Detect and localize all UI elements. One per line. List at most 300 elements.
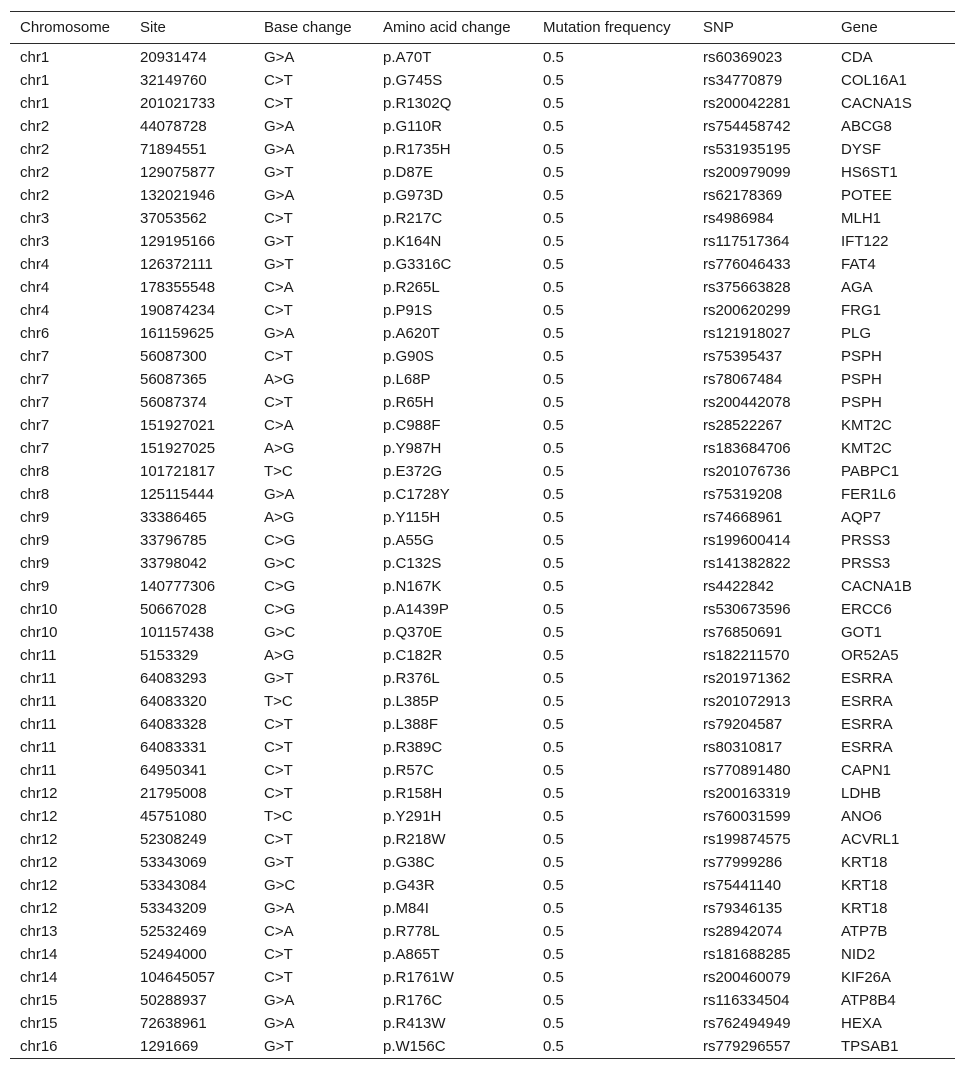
- base-change-cell: C>T: [264, 946, 293, 963]
- gene-cell: OR52A5: [841, 647, 899, 664]
- base-change-cell: G>A: [264, 49, 295, 66]
- chromosome-cell: chr9: [20, 532, 50, 549]
- chromosome-cell: chr9: [20, 555, 50, 572]
- amino-acid-change-cell: p.G745S: [383, 72, 443, 89]
- base-change-cell: G>C: [264, 624, 296, 641]
- amino-acid-change-cell: p.R1735H: [383, 141, 451, 158]
- gene-cell: NID2: [841, 946, 876, 963]
- mutation-frequency-cell: 0.5: [543, 578, 564, 595]
- amino-acid-change-cell: p.Q370E: [383, 624, 443, 641]
- base-change-cell: C>A: [264, 923, 294, 940]
- base-change-cell: C>G: [264, 532, 296, 549]
- chromosome-cell: chr2: [20, 187, 50, 204]
- base-change-cell: A>G: [264, 509, 295, 526]
- gene-cell: PRSS3: [841, 532, 891, 549]
- amino-acid-change-cell: p.A865T: [383, 946, 440, 963]
- base-change-cell: T>C: [264, 463, 293, 480]
- amino-acid-change-cell: p.C1728Y: [383, 486, 450, 503]
- base-change-cell: A>G: [264, 371, 295, 388]
- amino-acid-change-cell: p.C988F: [383, 417, 441, 434]
- amino-acid-change-cell: p.W156C: [383, 1038, 446, 1055]
- table-row: [10, 207, 955, 230]
- table-row: [10, 598, 955, 621]
- amino-acid-change-cell: p.R65H: [383, 394, 434, 411]
- gene-cell: KRT18: [841, 900, 888, 917]
- header-snp: SNP: [703, 19, 734, 36]
- chromosome-cell: chr1: [20, 72, 50, 89]
- gene-cell: HS6ST1: [841, 164, 898, 181]
- amino-acid-change-cell: p.G3316C: [383, 256, 452, 273]
- mutation-frequency-cell: 0.5: [543, 693, 564, 710]
- site-cell: 178355548: [140, 279, 216, 296]
- snp-cell: rs754458742: [703, 118, 791, 135]
- table-row: [10, 897, 955, 920]
- site-cell: 101721817: [140, 463, 216, 480]
- site-cell: 201021733: [140, 95, 216, 112]
- snp-cell: rs4986984: [703, 210, 774, 227]
- table-row: [10, 736, 955, 759]
- table-row: [10, 851, 955, 874]
- site-cell: 56087300: [140, 348, 207, 365]
- snp-cell: rs200620299: [703, 302, 791, 319]
- gene-cell: LDHB: [841, 785, 882, 802]
- amino-acid-change-cell: p.N167K: [383, 578, 442, 595]
- chromosome-cell: chr7: [20, 371, 50, 388]
- snp-cell: rs28522267: [703, 417, 783, 434]
- base-change-cell: C>T: [264, 739, 293, 756]
- base-change-cell: C>T: [264, 785, 293, 802]
- amino-acid-change-cell: p.K164N: [383, 233, 442, 250]
- amino-acid-change-cell: p.A620T: [383, 325, 440, 342]
- table-row: [10, 667, 955, 690]
- chromosome-cell: chr15: [20, 1015, 58, 1032]
- chromosome-cell: chr10: [20, 624, 58, 641]
- mutation-frequency-cell: 0.5: [543, 808, 564, 825]
- site-cell: 129075877: [140, 164, 216, 181]
- table-row: [10, 368, 955, 391]
- gene-cell: AGA: [841, 279, 873, 296]
- table-row: [10, 69, 955, 92]
- gene-cell: POTEE: [841, 187, 892, 204]
- chromosome-cell: chr11: [20, 693, 57, 710]
- table-row: [10, 483, 955, 506]
- site-cell: 132021946: [140, 187, 216, 204]
- chromosome-cell: chr8: [20, 463, 50, 480]
- chromosome-cell: chr11: [20, 739, 57, 756]
- base-change-cell: C>T: [264, 210, 293, 227]
- base-change-cell: G>T: [264, 1038, 294, 1055]
- mutation-frequency-cell: 0.5: [543, 739, 564, 756]
- gene-cell: CDA: [841, 49, 873, 66]
- gene-cell: CACNA1S: [841, 95, 912, 112]
- chromosome-cell: chr7: [20, 348, 50, 365]
- site-cell: 56087374: [140, 394, 207, 411]
- table-body: [10, 44, 955, 1059]
- site-cell: 64950341: [140, 762, 207, 779]
- base-change-cell: T>C: [264, 808, 293, 825]
- chromosome-cell: chr4: [20, 279, 50, 296]
- base-change-cell: C>T: [264, 72, 293, 89]
- site-cell: 33798042: [140, 555, 207, 572]
- mutation-frequency-cell: 0.5: [543, 509, 564, 526]
- snp-cell: rs75441140: [703, 877, 782, 894]
- gene-cell: ESRRA: [841, 716, 893, 733]
- amino-acid-change-cell: p.P91S: [383, 302, 433, 319]
- table-row: [10, 552, 955, 575]
- table-row: [10, 690, 955, 713]
- snp-cell: rs80310817: [703, 739, 783, 756]
- table-row: [10, 506, 955, 529]
- site-cell: 101157438: [140, 624, 214, 641]
- mutation-frequency-cell: 0.5: [543, 141, 564, 158]
- amino-acid-change-cell: p.R778L: [383, 923, 440, 940]
- site-cell: 32149760: [140, 72, 207, 89]
- table-row: [10, 414, 955, 437]
- chromosome-cell: chr3: [20, 233, 50, 250]
- site-cell: 52494000: [140, 946, 207, 963]
- gene-cell: KRT18: [841, 877, 888, 894]
- base-change-cell: G>T: [264, 670, 294, 687]
- table-row: [10, 92, 955, 115]
- amino-acid-change-cell: p.G110R: [383, 118, 442, 135]
- base-change-cell: C>T: [264, 348, 293, 365]
- chromosome-cell: chr12: [20, 854, 58, 871]
- site-cell: 129195166: [140, 233, 216, 250]
- chromosome-cell: chr1: [20, 49, 50, 66]
- snp-cell: rs117517364: [703, 233, 790, 250]
- header-site: Site: [140, 19, 166, 36]
- base-change-cell: A>G: [264, 647, 295, 664]
- chromosome-cell: chr10: [20, 601, 58, 618]
- gene-cell: ATP8B4: [841, 992, 896, 1009]
- snp-cell: rs28942074: [703, 923, 783, 940]
- chromosome-cell: chr7: [20, 417, 50, 434]
- site-cell: 126372111: [140, 256, 213, 273]
- snp-cell: rs79204587: [703, 716, 783, 733]
- snp-cell: rs200442078: [703, 394, 791, 411]
- site-cell: 64083331: [140, 739, 207, 756]
- base-change-cell: G>A: [264, 1015, 295, 1032]
- mutation-frequency-cell: 0.5: [543, 325, 564, 342]
- mutation-frequency-cell: 0.5: [543, 831, 564, 848]
- chromosome-cell: chr3: [20, 210, 50, 227]
- amino-acid-change-cell: p.C182R: [383, 647, 443, 664]
- base-change-cell: G>C: [264, 555, 296, 572]
- site-cell: 33386465: [140, 509, 207, 526]
- chromosome-cell: chr12: [20, 900, 58, 917]
- base-change-cell: G>T: [264, 164, 294, 181]
- snp-cell: rs201076736: [703, 463, 791, 480]
- header-row: [10, 12, 955, 44]
- gene-cell: KMT2C: [841, 417, 892, 434]
- gene-cell: FER1L6: [841, 486, 897, 503]
- mutation-frequency-cell: 0.5: [543, 417, 564, 434]
- site-cell: 37053562: [140, 210, 207, 227]
- chromosome-cell: chr11: [20, 762, 57, 779]
- amino-acid-change-cell: p.R217C: [383, 210, 443, 227]
- table-row: [10, 575, 955, 598]
- site-cell: 72638961: [140, 1015, 207, 1032]
- gene-cell: FAT4: [841, 256, 876, 273]
- snp-cell: rs75395437: [703, 348, 783, 365]
- snp-cell: rs779296557: [703, 1038, 791, 1055]
- base-change-cell: G>T: [264, 854, 294, 871]
- table-row: [10, 322, 955, 345]
- table-row: [10, 184, 955, 207]
- table-row: [10, 529, 955, 552]
- chromosome-cell: chr11: [20, 716, 57, 733]
- chromosome-cell: chr15: [20, 992, 58, 1009]
- amino-acid-change-cell: p.A55G: [383, 532, 434, 549]
- base-change-cell: C>T: [264, 394, 293, 411]
- mutation-frequency-cell: 0.5: [543, 72, 564, 89]
- amino-acid-change-cell: p.L388F: [383, 716, 439, 733]
- mutation-frequency-cell: 0.5: [543, 463, 564, 480]
- table-row: [10, 920, 955, 943]
- base-change-cell: G>C: [264, 877, 296, 894]
- site-cell: 20931474: [140, 49, 207, 66]
- mutation-frequency-cell: 0.5: [543, 279, 564, 296]
- amino-acid-change-cell: p.C132S: [383, 555, 442, 572]
- site-cell: 161159625: [140, 325, 214, 342]
- gene-cell: PSPH: [841, 394, 882, 411]
- chromosome-cell: chr13: [20, 923, 58, 940]
- snp-cell: rs201971362: [703, 670, 791, 687]
- site-cell: 151927021: [140, 417, 216, 434]
- site-cell: 64083328: [140, 716, 207, 733]
- mutation-frequency-cell: 0.5: [543, 1015, 564, 1032]
- chromosome-cell: chr7: [20, 440, 50, 457]
- table-row: [10, 345, 955, 368]
- amino-acid-change-cell: p.R389C: [383, 739, 443, 756]
- mutation-frequency-cell: 0.5: [543, 785, 564, 802]
- gene-cell: IFT122: [841, 233, 889, 250]
- amino-acid-change-cell: p.G973D: [383, 187, 444, 204]
- base-change-cell: G>T: [264, 256, 294, 273]
- snp-cell: rs375663828: [703, 279, 791, 296]
- site-cell: 52308249: [140, 831, 207, 848]
- mutation-frequency-cell: 0.5: [543, 371, 564, 388]
- table-row: [10, 460, 955, 483]
- site-cell: 64083320: [140, 693, 207, 710]
- base-change-cell: C>G: [264, 578, 296, 595]
- chromosome-cell: chr12: [20, 808, 58, 825]
- chromosome-cell: chr8: [20, 486, 50, 503]
- chromosome-cell: chr16: [20, 1038, 58, 1055]
- mutation-frequency-cell: 0.5: [543, 164, 564, 181]
- base-change-cell: G>A: [264, 141, 295, 158]
- snp-cell: rs530673596: [703, 601, 791, 618]
- site-cell: 53343084: [140, 877, 207, 894]
- base-change-cell: C>T: [264, 716, 293, 733]
- snp-cell: rs760031599: [703, 808, 791, 825]
- base-change-cell: G>A: [264, 992, 295, 1009]
- snp-cell: rs141382822: [703, 555, 791, 572]
- table-row: [10, 391, 955, 414]
- gene-cell: PRSS3: [841, 555, 891, 572]
- site-cell: 52532469: [140, 923, 207, 940]
- mutation-frequency-cell: 0.5: [543, 900, 564, 917]
- mutation-frequency-cell: 0.5: [543, 762, 564, 779]
- site-cell: 1291669: [140, 1038, 199, 1055]
- table-row: [10, 828, 955, 851]
- mutation-frequency-cell: 0.5: [543, 923, 564, 940]
- mutation-frequency-cell: 0.5: [543, 348, 564, 365]
- snp-cell: rs76850691: [703, 624, 783, 641]
- snp-cell: rs199874575: [703, 831, 791, 848]
- mutation-frequency-cell: 0.5: [543, 624, 564, 641]
- gene-cell: MLH1: [841, 210, 882, 227]
- amino-acid-change-cell: p.Y115H: [383, 509, 441, 526]
- mutation-frequency-cell: 0.5: [543, 486, 564, 503]
- gene-cell: KRT18: [841, 854, 888, 871]
- amino-acid-change-cell: p.Y291H: [383, 808, 442, 825]
- mutation-frequency-cell: 0.5: [543, 440, 564, 457]
- mutation-frequency-cell: 0.5: [543, 969, 564, 986]
- table-row: [10, 621, 955, 644]
- amino-acid-change-cell: p.R57C: [383, 762, 434, 779]
- mutation-frequency-cell: 0.5: [543, 532, 564, 549]
- site-cell: 21795008: [140, 785, 207, 802]
- amino-acid-change-cell: p.R1761W: [383, 969, 454, 986]
- snp-cell: rs79346135: [703, 900, 783, 917]
- amino-acid-change-cell: p.A70T: [383, 49, 432, 66]
- base-change-cell: G>A: [264, 486, 295, 503]
- base-change-cell: G>A: [264, 118, 295, 135]
- gene-cell: ESRRA: [841, 670, 893, 687]
- gene-cell: FRG1: [841, 302, 882, 319]
- snp-cell: rs199600414: [703, 532, 791, 549]
- base-change-cell: C>G: [264, 601, 296, 618]
- table-row: [10, 299, 955, 322]
- header-base-change: Base change: [264, 19, 352, 36]
- snp-cell: rs531935195: [703, 141, 791, 158]
- table-row: [10, 138, 955, 161]
- site-cell: 53343069: [140, 854, 207, 871]
- snp-cell: rs74668961: [703, 509, 783, 526]
- snp-cell: rs62178369: [703, 187, 783, 204]
- amino-acid-change-cell: p.Y987H: [383, 440, 442, 457]
- gene-cell: ESRRA: [841, 693, 893, 710]
- chromosome-cell: chr9: [20, 509, 50, 526]
- site-cell: 71894551: [140, 141, 207, 158]
- site-cell: 45751080: [140, 808, 207, 825]
- header-mutation-frequency: Mutation frequency: [543, 19, 671, 36]
- gene-cell: CACNA1B: [841, 578, 912, 595]
- gene-cell: KMT2C: [841, 440, 892, 457]
- chromosome-cell: chr12: [20, 831, 58, 848]
- site-cell: 53343209: [140, 900, 207, 917]
- table-row: [10, 966, 955, 989]
- chromosome-cell: chr11: [20, 670, 57, 687]
- amino-acid-change-cell: p.R176C: [383, 992, 443, 1009]
- snp-cell: rs182211570: [703, 647, 790, 664]
- mutation-frequency-cell: 0.5: [543, 647, 564, 664]
- base-change-cell: C>T: [264, 95, 293, 112]
- base-change-cell: C>T: [264, 831, 293, 848]
- base-change-cell: C>T: [264, 969, 293, 986]
- chromosome-cell: chr1: [20, 95, 50, 112]
- gene-cell: ABCG8: [841, 118, 892, 135]
- gene-cell: ESRRA: [841, 739, 893, 756]
- site-cell: 64083293: [140, 670, 207, 687]
- header-chromosome: Chromosome: [20, 19, 111, 36]
- gene-cell: PSPH: [841, 348, 882, 365]
- mutation-frequency-cell: 0.5: [543, 233, 564, 250]
- gene-cell: PSPH: [841, 371, 882, 388]
- mutation-frequency-cell: 0.5: [543, 394, 564, 411]
- table-row: [10, 943, 955, 966]
- chromosome-cell: chr12: [20, 877, 58, 894]
- mutation-frequency-cell: 0.5: [543, 1038, 564, 1055]
- gene-cell: ACVRL1: [841, 831, 900, 848]
- chromosome-cell: chr12: [20, 785, 58, 802]
- amino-acid-change-cell: p.M84I: [383, 900, 429, 917]
- gene-cell: KIF26A: [841, 969, 892, 986]
- base-change-cell: G>A: [264, 325, 295, 342]
- mutation-frequency-cell: 0.5: [543, 210, 564, 227]
- table-row: [10, 713, 955, 736]
- site-cell: 5153329: [140, 647, 199, 664]
- table-row: [10, 1035, 955, 1059]
- snp-cell: rs121918027: [703, 325, 791, 342]
- base-change-cell: C>A: [264, 279, 294, 296]
- snp-cell: rs77999286: [703, 854, 783, 871]
- gene-cell: CAPN1: [841, 762, 892, 779]
- mutation-frequency-cell: 0.5: [543, 854, 564, 871]
- snp-cell: rs183684706: [703, 440, 791, 457]
- snp-cell: rs201072913: [703, 693, 791, 710]
- site-cell: 151927025: [140, 440, 216, 457]
- base-change-cell: C>A: [264, 417, 294, 434]
- site-cell: 50667028: [140, 601, 207, 618]
- chromosome-cell: chr7: [20, 394, 50, 411]
- snp-cell: rs116334504: [703, 992, 790, 1009]
- chromosome-cell: chr4: [20, 302, 50, 319]
- base-change-cell: C>T: [264, 762, 293, 779]
- chromosome-cell: chr14: [20, 946, 58, 963]
- amino-acid-change-cell: p.R376L: [383, 670, 440, 687]
- amino-acid-change-cell: p.R158H: [383, 785, 443, 802]
- site-cell: 104645057: [140, 969, 216, 986]
- site-cell: 44078728: [140, 118, 207, 135]
- table-row: [10, 805, 955, 828]
- mutation-frequency-cell: 0.5: [543, 256, 564, 273]
- snp-cell: rs762494949: [703, 1015, 791, 1032]
- gene-cell: COL16A1: [841, 72, 907, 89]
- header-amino-acid-change: Amino acid change: [383, 19, 511, 36]
- site-cell: 33796785: [140, 532, 207, 549]
- table-row: [10, 253, 955, 276]
- mutation-frequency-cell: 0.5: [543, 187, 564, 204]
- snp-cell: rs181688285: [703, 946, 791, 963]
- gene-cell: AQP7: [841, 509, 882, 526]
- snp-cell: rs60369023: [703, 49, 783, 66]
- table-row: [10, 874, 955, 897]
- amino-acid-change-cell: p.G90S: [383, 348, 434, 365]
- amino-acid-change-cell: p.D87E: [383, 164, 434, 181]
- mutation-frequency-cell: 0.5: [543, 118, 564, 135]
- snp-cell: rs200979099: [703, 164, 791, 181]
- mutation-frequency-cell: 0.5: [543, 302, 564, 319]
- chromosome-cell: chr2: [20, 118, 50, 135]
- base-change-cell: G>A: [264, 187, 295, 204]
- amino-acid-change-cell: p.R1302Q: [383, 95, 452, 112]
- site-cell: 140777306: [140, 578, 216, 595]
- table-row: [10, 1012, 955, 1035]
- table-header: [10, 12, 955, 44]
- mutation-frequency-cell: 0.5: [543, 716, 564, 733]
